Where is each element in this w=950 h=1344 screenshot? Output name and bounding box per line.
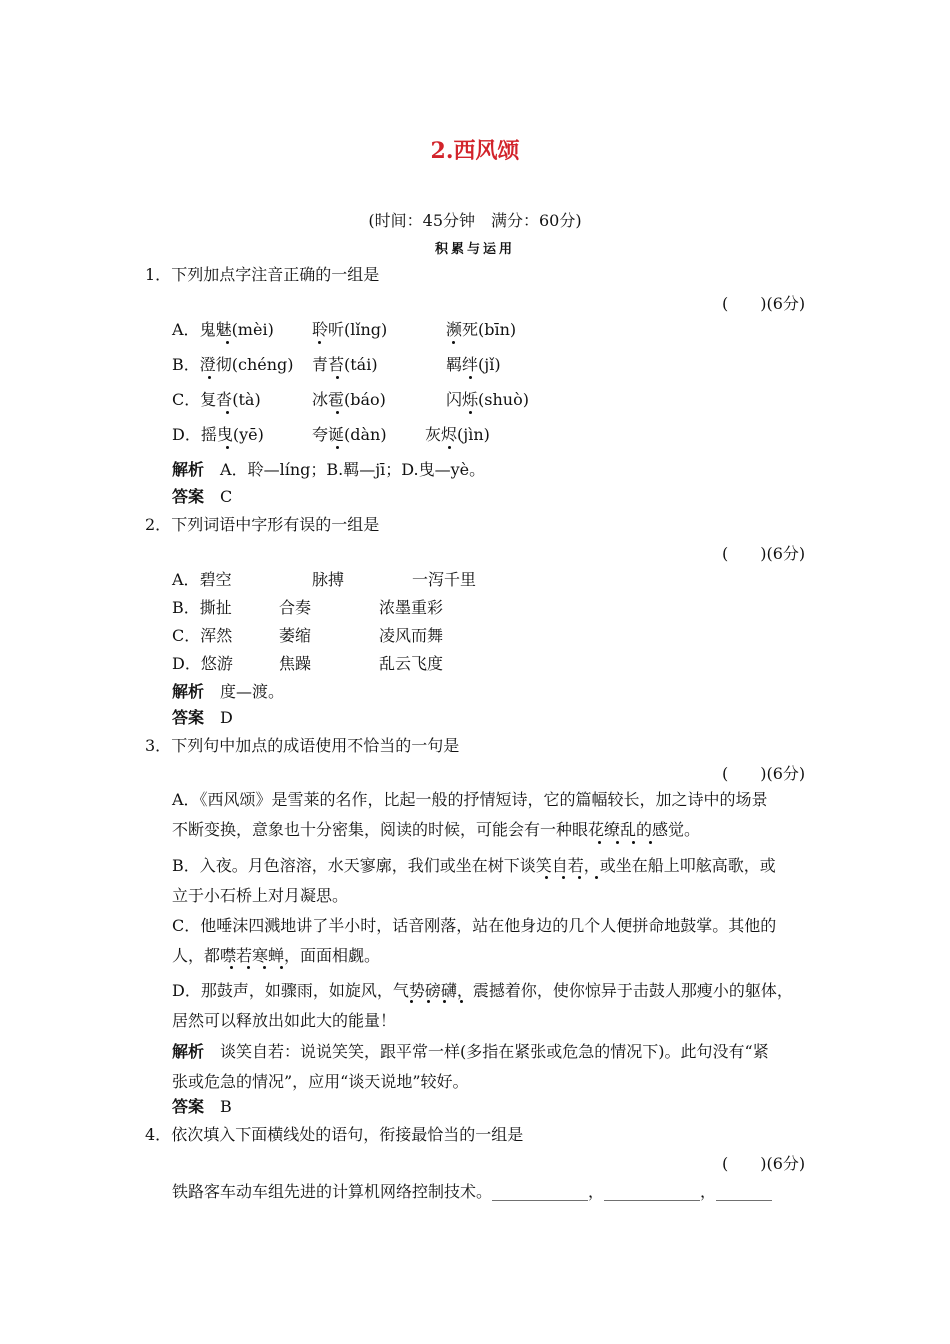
emphasis-dot [247,966,250,969]
q1-option-b-3: 羁绊(jǐ) [446,355,501,374]
emphasis-dot [230,966,233,969]
emphasis-dot [452,341,455,344]
emphasis-dot [208,376,211,379]
q1-option-a-3: 濒死(bīn) [446,320,517,339]
emphasis-dot [336,446,339,449]
emphasis-dot [616,841,619,844]
q3-option-c: C．他唾沫四溅地讲了半小时，话音刚落，站在他身边的几个人便拼命地鼓掌。其他的 人，都噤若寒蝉，面面相觑。 [172,916,777,965]
emphasis-dot [280,966,283,969]
q3-answer: 答案 B [172,1097,232,1116]
q2-option-a-2: 脉搏 [312,570,345,589]
emphasis-dot [318,341,321,344]
q1-option-d: D．摇曳(yē) [172,425,264,444]
q3-option-d: D．那鼓声，如骤雨，如旋风，气势磅礴，震撼着你，使你惊异于击鼓人那瘦小的躯体， 居然可以释放出如此大的能量！ [172,981,793,1030]
q2-stem: 2．下列词语中字形有误的一组是 [145,515,380,534]
emphasis-dot [545,876,548,879]
page-title: 2.西风颂 [430,138,520,164]
q2-option-d: D．悠游 [172,654,233,673]
q3-analysis: 解析 谈笑自若：说说笑笑，跟平常一样(多指在紧张或危急的情况下)。此句没有“紧 张或危急的情况”，应用“谈天说地”较好。 [172,1042,769,1091]
q2-option-b: B．撕扯 [172,598,232,617]
emphasis-dot [448,446,451,449]
emphasis-dot [595,876,598,879]
emphasis-dot [226,446,229,449]
emphasis-dot [460,1000,463,1003]
q2-option-b-2: 合奏 [279,598,312,617]
exam-meta: (时间：45分钟 满分：60分) [368,211,582,230]
emphasis-dot [469,376,472,379]
q4-score: ( )(6分) [722,1154,806,1173]
q4-passage-line: 铁路客车动车组先进的计算机网络控制技术。____________，____________，_______ [172,1182,773,1201]
q2-score: ( )(6分) [722,544,806,563]
q2-option-a-3: 一泻千里 [412,570,477,589]
emphasis-dot [226,411,229,414]
q1-option-a: A．鬼魅(mèi) [172,320,274,339]
emphasis-dot [578,876,581,879]
q2-option-d-2: 焦躁 [279,654,312,673]
q1-option-c-3: 闪烁(shuò) [446,390,529,409]
q2-option-d-3: 乱云飞度 [379,654,444,673]
q1-option-b: B．澄彻(chéng) [172,355,294,374]
q1-option-b-2: 青苔(tái) [312,355,378,374]
q1-score: ( )(6分) [722,294,806,313]
q1-analysis: 解析 A．聆—líng；B.羁—jī；D.曳—yè。 [172,460,486,479]
emphasis-dot [649,841,652,844]
q2-answer: 答案 D [172,708,233,727]
emphasis-dot [598,841,601,844]
emphasis-dot [469,411,472,414]
q1-option-c-2: 冰雹(báo) [312,390,386,409]
q3-option-a: A．《西风颂》是雪莱的名作，比起一般的抒情短诗，它的篇幅较长，加之诗中的场景 不断变换，意象也十分密集，阅读的时候，可能会有一种眼花缭乱的感觉。 [172,790,768,839]
q1-option-a-2: 聆听(lǐng) [312,320,388,339]
q1-option-d-3: 灰烬(jìn) [425,425,490,444]
emphasis-dot [427,1000,430,1003]
q4-stem: 4．依次填入下面横线处的语句，衔接最恰当的一组是 [145,1125,524,1144]
section-heading: 积累与运用 [434,242,515,257]
emphasis-dot [263,966,266,969]
emphasis-dot [410,1000,413,1003]
q2-option-a: A．碧空 [172,570,232,589]
q2-option-c: C．浑然 [172,626,233,645]
q2-option-c-2: 萎缩 [279,626,312,645]
emphasis-dot [336,411,339,414]
emphasis-dot [336,376,339,379]
q3-score: ( )(6分) [722,764,806,783]
emphasis-dot [443,1000,446,1003]
q1-option-c: C．复沓(tà) [172,390,261,409]
q3-option-b: B．入夜。月色溶溶，水天寥廓，我们或坐在树下谈笑自若，或坐在船上叩舷高歌，或 立于小石桥上对月凝思。 [172,856,776,905]
q2-option-c-3: 凌风而舞 [379,626,444,645]
q3-stem: 3．下列句中加点的成语使用不恰当的一句是 [145,736,460,755]
q1-stem: 1．下列加点字注音正确的一组是 [145,265,380,284]
emphasis-dot [562,876,565,879]
q1-option-d-2: 夸诞(dàn) [312,425,387,444]
q2-analysis: 解析 度—渡。 [172,682,285,701]
emphasis-dot [226,341,229,344]
q2-option-b-3: 浓墨重彩 [379,598,444,617]
q1-answer: 答案 C [172,487,233,506]
emphasis-dot [632,841,635,844]
